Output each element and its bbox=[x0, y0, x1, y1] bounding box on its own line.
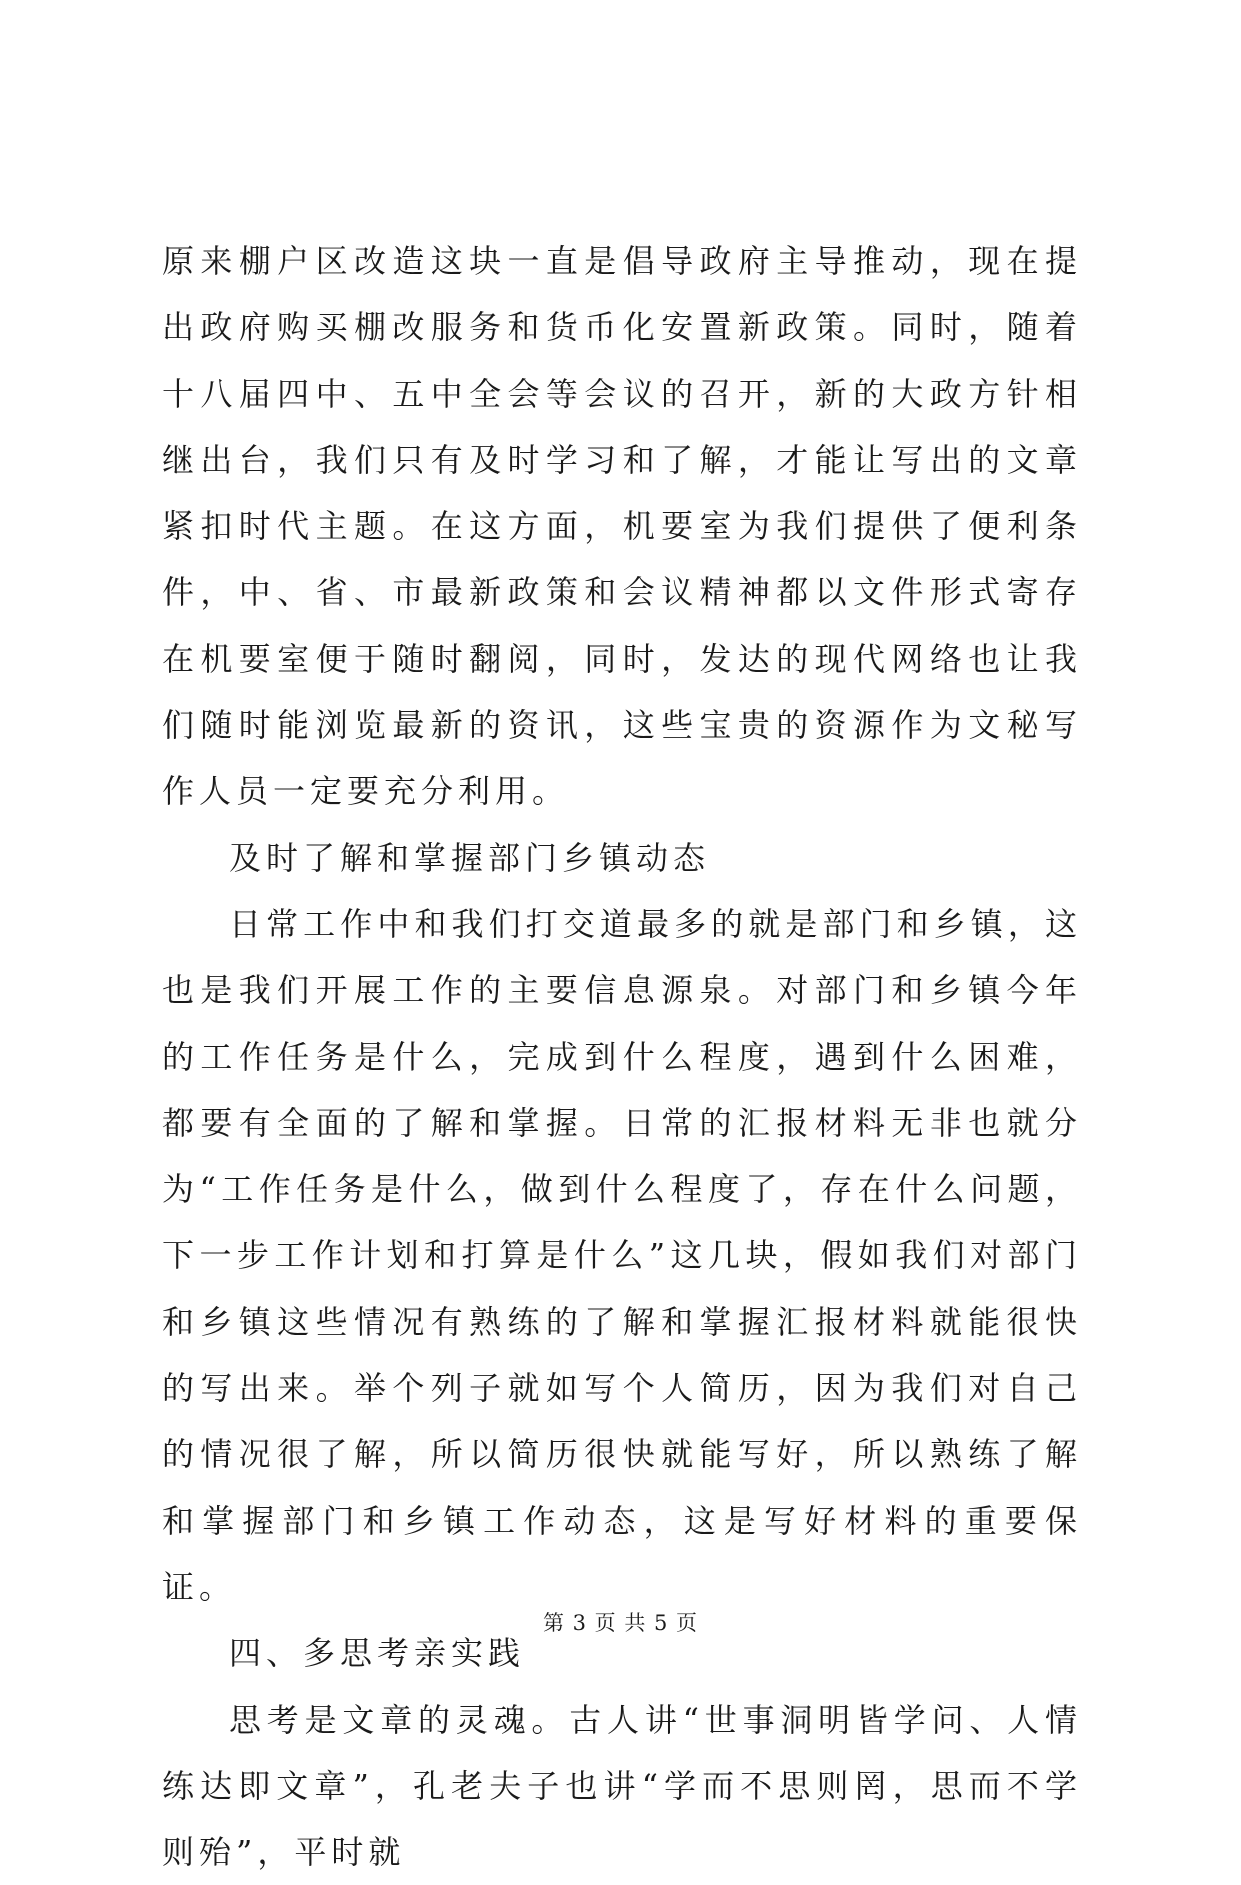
page-footer bbox=[0, 1608, 1241, 1638]
section-heading-department-dynamics: 及时了解和掌握部门乡镇动态 bbox=[229, 838, 711, 877]
paragraph-continuation: 原来棚户区改造这块一直是倡导政府主导推动，现在提出政府购买棚改服务和货币化安置新政策。同时，随着十八届四中、五中全会等会议的召开，新的大政方针相继出台，我们只有及时学习和了解，才能让写出的文章紧扣时代主题。在这方面，机要室为我们提供了便利条件，中、省、市最新政策和会议精神都以文件形式寄存在机要室便于随时翻阅，同时，发达的现代网络也让我们随时能浏览最新的资讯，这些宝贵的资源作为文秘写作人员一定要充分利用。 bbox=[162, 242, 1082, 811]
section-heading-think-practice: 四、多思考亲实践 bbox=[229, 1634, 526, 1673]
page-number-label: 第 3 页 共 5 页 bbox=[542, 1611, 699, 1635]
paragraph-think-practice: 思考是文章的灵魂。古人讲“世事洞明皆学问、人情练达即文章”，孔老夫子也讲“学而不思则罔，思而不学则殆”，平时就 bbox=[162, 1700, 1082, 1872]
paragraph-department-dynamics: 日常工作中和我们打交道最多的就是部门和乡镇，这也是我们开展工作的主要信息源泉。对部门和乡镇今年的工作任务是什么，完成到什么程度，遇到什么困难，都要有全面的了解和掌握。日常的汇报材料无非也就分为“工作任务是什么，做到什么程度了，存在什么问题，下一步工作计划和打算是什么”这几块，假如我们对部门和乡镇这些情况有熟练的了解和掌握汇报材料就能很快的写出来。举个列子就如写个人简历，因为我们对自己的情况很了解，所以简历很快就能写好，所以熟练了解和掌握部门和乡镇工作动态，这是写好材料的重要保证。 bbox=[162, 904, 1082, 1606]
